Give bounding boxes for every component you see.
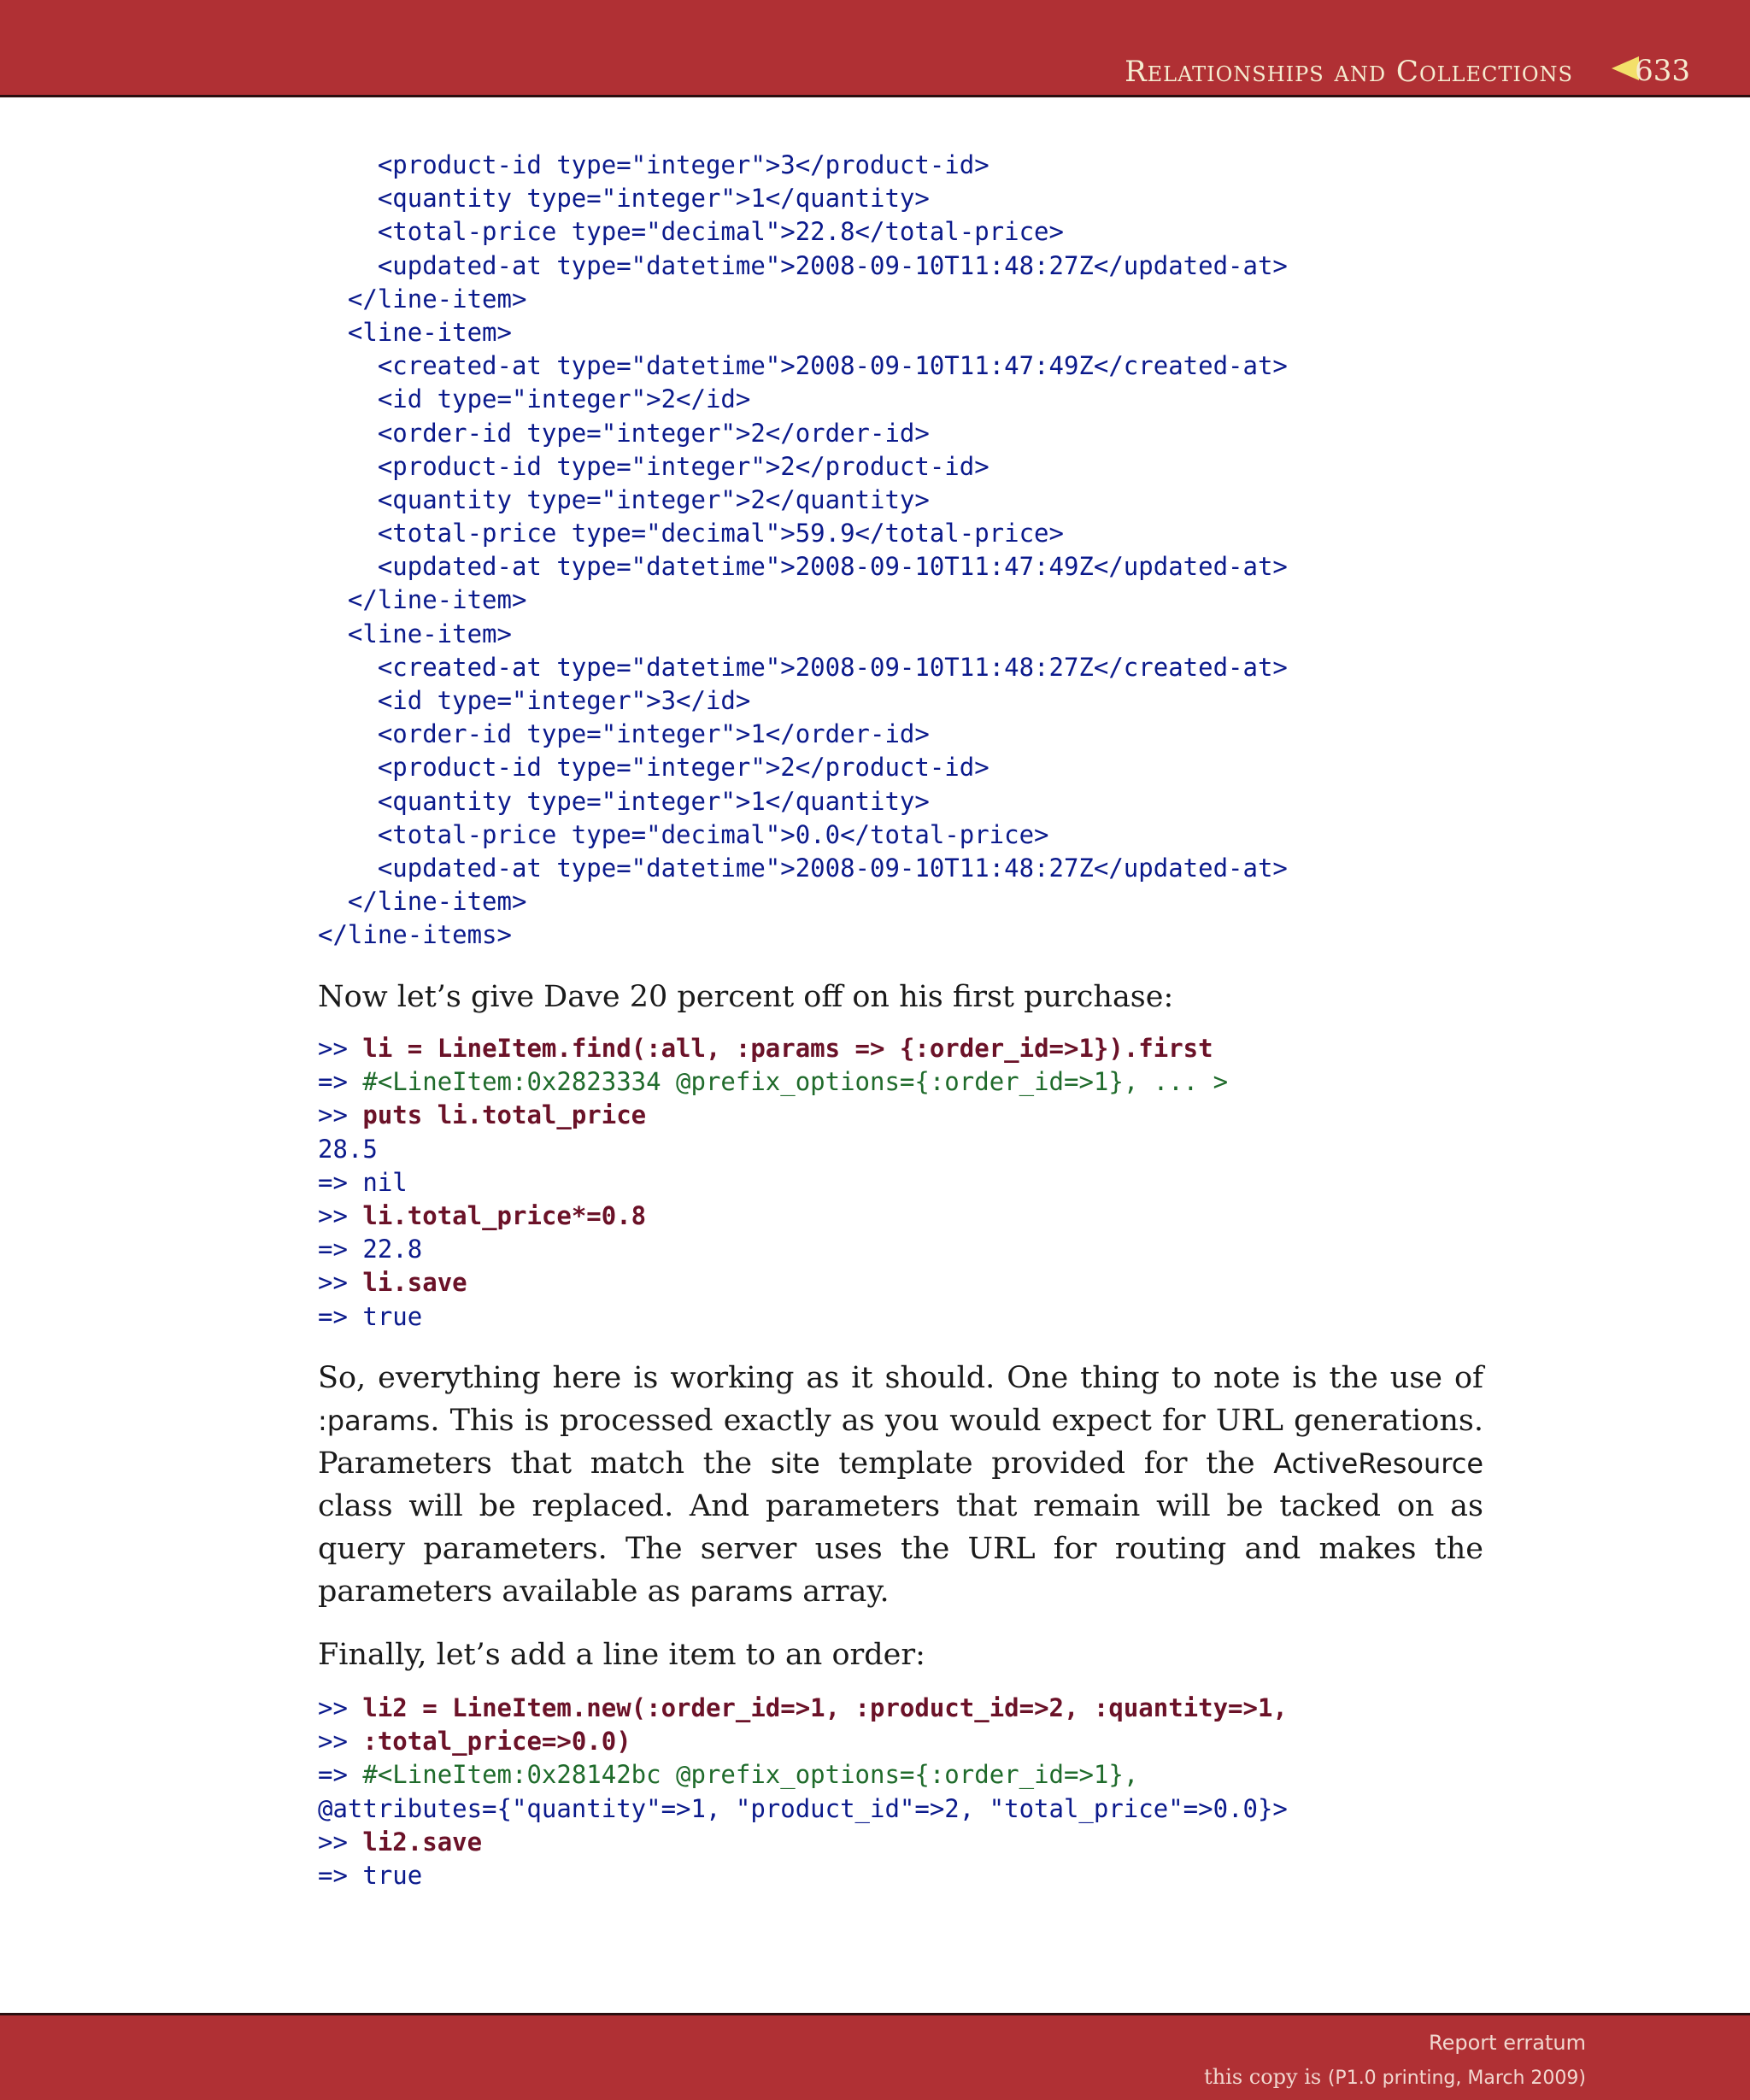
copy-prefix: this copy is [1204,2065,1322,2089]
code-text: 28.5 [318,1134,378,1164]
code-line [318,484,1288,517]
code-text: <line-item> [318,619,512,648]
paragraph-params-explanation [318,1357,1483,1613]
code-prompt: => [318,1860,363,1890]
inline-code-site: site [770,1447,820,1480]
paragraph-text: . This is processed exactly as you would expect for URL generations. Parameters that match the [318,1404,1483,1481]
code-line [318,618,1288,651]
copy-suffix: (P1.0 printing, March 2009) [1327,2068,1586,2089]
code-text: </line-items> [318,920,512,950]
code-text: <product-id type="integer">2</product-id> [318,451,990,481]
code-text: <quantity type="integer">1</quantity> [318,786,930,816]
code-line [318,316,1288,349]
code-prompt: => [318,1301,363,1331]
footer-banner [0,2013,1750,2100]
code-line [318,149,1288,182]
paragraph-text: class will be replaced. And parameters that remain will be tacked on as query parameters. The server uses the URL for routing and makes the parameters available as [318,1489,1483,1609]
code-line [318,651,1288,684]
code-text: <product-id type="integer">2</product-id> [318,753,990,783]
code-prompt: >> [318,1200,363,1230]
code-text: puts li.total_price [362,1100,647,1130]
code-line [318,785,1288,818]
code-line [318,852,1288,885]
code-text: 22.8 [362,1235,423,1264]
paragraph-discount-intro: Now let’s give Dave 20 percent off on his first purchase: [318,980,1174,1014]
code-text: li.save [362,1268,467,1298]
code-prompt: => [318,1760,363,1790]
code-prompt: >> [318,1034,363,1063]
code-text: #<LineItem:0x28142bc @prefix_options={:order_id=>1}, [362,1760,1139,1790]
page-number: 633 [1635,54,1690,88]
paragraph-text: So, everything here is working as it should. One thing to note is the use of [318,1361,1483,1395]
code-line [318,1792,1288,1826]
code-prompt: >> [318,1100,363,1130]
code-text: #<LineItem:0x2823334 @prefix_options={:order_id=>1}, ... > [362,1067,1229,1097]
code-block-discount [318,1032,1228,1334]
code-line [318,1065,1228,1099]
code-line [318,450,1288,484]
code-text: <total-price type="decimal">22.8</total-price> [318,217,1064,247]
code-line [318,1758,1288,1792]
code-prompt: => [318,1067,363,1097]
code-text: <order-id type="integer">2</order-id> [318,418,930,448]
code-line [318,1233,1228,1266]
code-prompt: >> [318,1827,363,1857]
code-line [318,584,1288,617]
code-line [318,1099,1228,1132]
code-text: </line-item> [318,284,527,314]
code-text: <updated-at type="datetime">2008-09-10T11:48:27Z</updated-at> [318,853,1288,883]
code-text: <id type="integer">2</id> [318,384,751,414]
code-text: <total-price type="decimal">59.9</total-price> [318,519,1064,548]
code-line [318,718,1288,751]
inline-code-activeresource: ActiveResource [1273,1447,1483,1480]
code-text: true [362,1301,423,1331]
code-prompt: => [318,1167,363,1197]
code-prompt: => [318,1235,363,1264]
code-line [318,550,1288,584]
copy-notice [1204,2065,1586,2089]
inline-code-params-array: params [690,1575,794,1608]
inline-code-params: :params [318,1405,431,1437]
code-text: <created-at type="datetime">2008-09-10T11:48:27Z</created-at> [318,652,1288,682]
code-line [318,885,1288,918]
code-text: li.total_price*=0.8 [362,1200,647,1230]
code-block-xml [318,149,1288,953]
report-erratum-link[interactable]: Report erratum [1429,2031,1586,2055]
code-text: :total_price=>0.0) [362,1727,631,1757]
code-text: @attributes={"quantity"=>1, "product_id"=>2, "total_price"=>0.0}> [318,1793,1288,1823]
code-prompt: >> [318,1727,363,1757]
code-text: <quantity type="integer">2</quantity> [318,484,930,514]
code-text: <order-id type="integer">1</order-id> [318,719,930,749]
code-text: li2.save [362,1827,483,1857]
code-text: <quantity type="integer">1</quantity> [318,184,930,214]
code-line [318,249,1288,283]
code-text: <total-price type="decimal">0.0</total-price> [318,819,1049,849]
code-line [318,1826,1288,1859]
code-line [318,684,1288,718]
code-text: <id type="integer">3</id> [318,686,751,715]
code-text: nil [362,1167,408,1197]
code-line [318,751,1288,784]
paragraph-text: template provided for the [819,1446,1274,1481]
code-text: <updated-at type="datetime">2008-09-10T11:48:27Z</updated-at> [318,250,1288,280]
code-line [318,1859,1288,1892]
code-block-new-line-item [318,1692,1288,1892]
code-line [318,1692,1288,1725]
code-line [318,1032,1228,1065]
code-line [318,1725,1288,1758]
code-line [318,1300,1228,1334]
code-line [318,383,1288,416]
code-line [318,417,1288,450]
code-text: </line-item> [318,887,527,917]
code-line [318,215,1288,249]
code-line [318,1166,1228,1200]
code-text: <line-item> [318,317,512,347]
code-line [318,818,1288,852]
paragraph-text: array. [793,1575,890,1609]
header-banner [0,0,1750,97]
code-line [318,182,1288,215]
code-prompt: >> [318,1268,363,1298]
paragraph-add-line-item: Finally, let’s add a line item to an order: [318,1638,925,1672]
code-text: <created-at type="datetime">2008-09-10T11:47:49Z</created-at> [318,351,1288,381]
code-line [318,1133,1228,1166]
code-text: </line-item> [318,585,527,615]
code-line [318,283,1288,316]
code-line [318,349,1288,383]
code-prompt: >> [318,1693,363,1722]
code-line [318,1266,1228,1299]
code-text: <updated-at type="datetime">2008-09-10T11:47:49Z</updated-at> [318,552,1288,582]
chapter-title: Relationships and Collections [1125,55,1573,89]
code-line [318,517,1288,550]
code-line [318,1200,1228,1233]
code-text: <product-id type="integer">3</product-id> [318,150,990,179]
code-line [318,918,1288,952]
code-text: li2 = LineItem.new(:order_id=>1, :product_id=>2, :quantity=>1, [362,1693,1288,1722]
code-text: li = LineItem.find(:all, :params => {:order_id=>1}).first [362,1034,1213,1063]
code-text: true [362,1860,423,1890]
